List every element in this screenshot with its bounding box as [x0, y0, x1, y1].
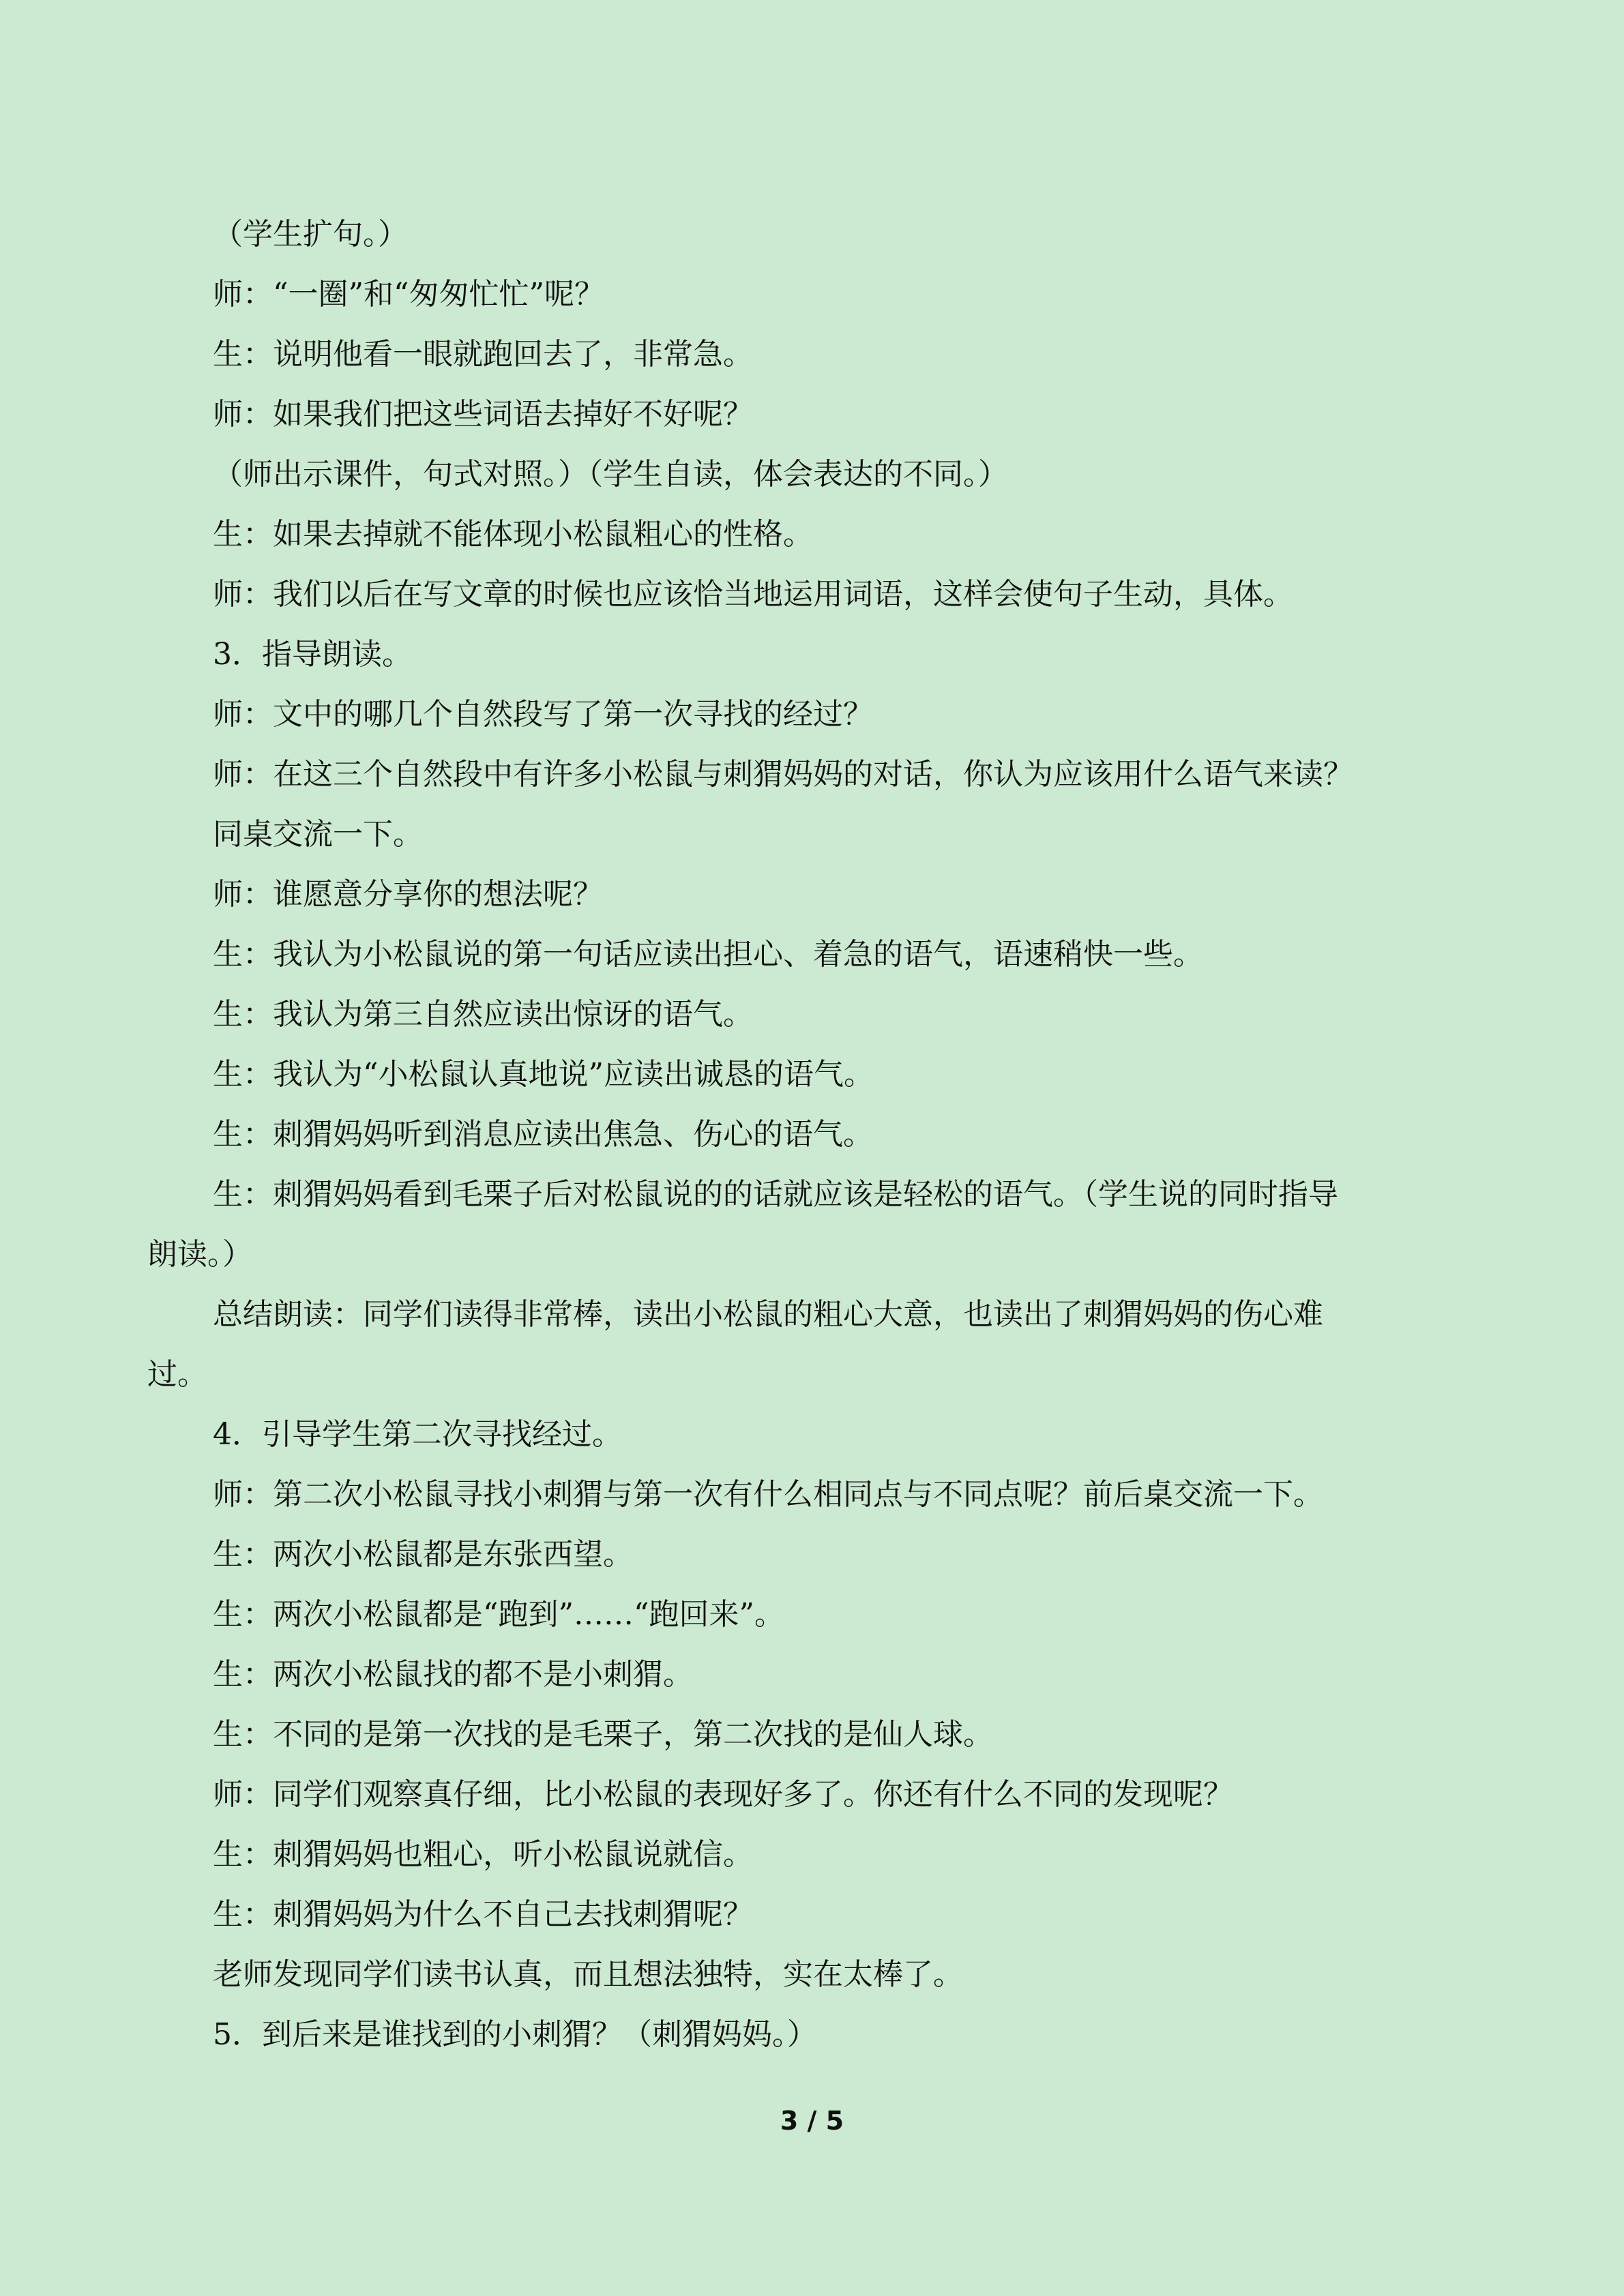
paragraph-line: 师：同学们观察真仔细，比小松鼠的表现好多了。你还有什么不同的发现呢？ [213, 1777, 1233, 1812]
paragraph-line: 生：我认为小松鼠说的第一句话应读出担心、着急的语气，语速稍快一些。 [213, 937, 1203, 972]
paragraph-line: 生：两次小松鼠找的都不是小刺猬。 [213, 1657, 693, 1692]
paragraph-line: 师：在这三个自然段中有许多小松鼠与刺猬妈妈的对话，你认为应该用什么语气来读？ [213, 757, 1353, 792]
paragraph-line: 师：文中的哪几个自然段写了第一次寻找的经过？ [213, 697, 873, 732]
paragraph-line: 师：“一圈”和“匆匆忙忙”呢？ [213, 277, 604, 312]
paragraph-line: 师：谁愿意分享你的想法呢？ [213, 877, 603, 912]
paragraph-line: 生：不同的是第一次找的是毛栗子，第二次找的是仙人球。 [213, 1717, 993, 1752]
paragraph-line: 生：我认为“小松鼠认真地说”应读出诚恳的语气。 [213, 1057, 874, 1092]
paragraph-line: 同桌交流一下。 [213, 817, 423, 852]
paragraph-line-continued: 过。 [147, 1357, 207, 1392]
section-heading: 4．引导学生第二次寻找经过。 [213, 1417, 622, 1452]
section-heading: 3．指导朗读。 [213, 637, 412, 672]
paragraph-line: 生：刺猬妈妈听到消息应读出焦急、伤心的语气。 [213, 1117, 873, 1152]
paragraph-line: 生：说明他看一眼就跑回去了，非常急。 [213, 337, 753, 372]
paragraph-line: 生：刺猬妈妈为什么不自己去找刺猬呢？ [213, 1897, 753, 1932]
paragraph-line: 生：刺猬妈妈也粗心，听小松鼠说就信。 [213, 1837, 753, 1872]
paragraph-line: 生：如果去掉就不能体现小松鼠粗心的性格。 [213, 517, 813, 552]
paragraph-line: 老师发现同学们读书认真，而且想法独特，实在太棒了。 [213, 1957, 963, 1992]
paragraph-line: （师出示课件，句式对照。）（学生自读，体会表达的不同。） [213, 457, 1008, 492]
section-heading: 5．到后来是谁找到的小刺猬？（刺猬妈妈。） [213, 2017, 817, 2052]
paragraph-line: 生：两次小松鼠都是东张西望。 [213, 1537, 633, 1572]
document-body [147, 205, 1465, 2065]
paragraph-line: 师：如果我们把这些词语去掉好不好呢？ [213, 397, 753, 432]
paragraph-line: 生：刺猬妈妈看到毛栗子后对松鼠说的的话就应该是轻松的语气。（学生说的同时指导 [213, 1177, 1338, 1212]
paragraph-line: 师：我们以后在写文章的时候也应该恰当地运用词语，这样会使句子生动，具体。 [213, 577, 1293, 612]
paragraph-line: （学生扩句。） [213, 217, 408, 252]
paragraph-line: 生：两次小松鼠都是“跑到”……“跑回来”。 [213, 1597, 784, 1632]
paragraph-line-continued: 朗读。） [147, 1237, 252, 1272]
paragraph-line: 师：第二次小松鼠寻找小刺猬与第一次有什么相同点与不同点呢？前后桌交流一下。 [213, 1477, 1323, 1512]
page-number: 3 / 5 [780, 2106, 844, 2136]
paragraph-line: 总结朗读：同学们读得非常棒，读出小松鼠的粗心大意，也读出了刺猬妈妈的伤心难 [213, 1297, 1323, 1332]
paragraph-line: 生：我认为第三自然应读出惊讶的语气。 [213, 997, 753, 1032]
